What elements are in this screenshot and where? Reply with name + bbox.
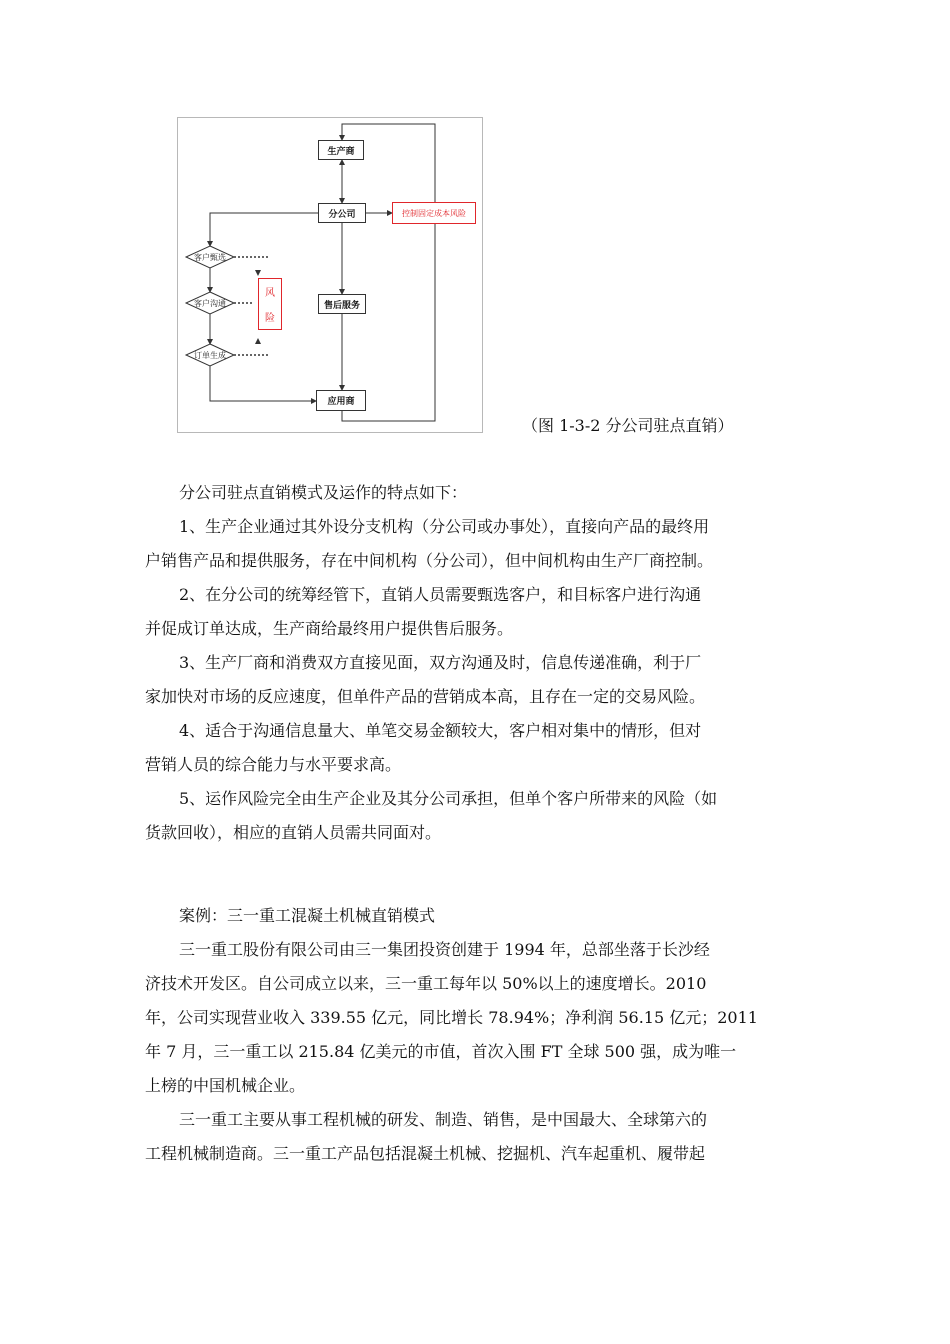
node-order-label: 订单生成: [194, 350, 226, 360]
paragraph-line: 三一重工主要从事工程机械的研发、制造、销售，是中国最大、全球第六的: [179, 1110, 708, 1129]
paragraph-line: 货款回收），相应的直销人员需共同面对。: [145, 823, 442, 842]
paragraph-line: 5、运作风险完全由生产企业及其分公司承担，但单个客户所带来的风险（如: [179, 789, 718, 808]
node-screen-label: 客户甄选: [194, 252, 226, 262]
paragraph-line: 3、生产厂商和消费双方直接见面，双方沟通及时，信息传递准确，利于厂: [179, 653, 702, 672]
node-after-sales: 售后服务: [318, 294, 366, 314]
case-heading: [145, 899, 807, 933]
node-user: 应用商: [316, 390, 366, 411]
paragraph-case-2: [145, 1103, 807, 1171]
node-communicate-label: 客户沟通: [194, 298, 226, 308]
node-branch: 分公司: [318, 203, 366, 223]
node-risk-control: 控制固定成本风险: [392, 202, 476, 224]
paragraph-line: 三一重工股份有限公司由三一集团投资创建于 1994 年，总部坐落于长沙经: [179, 940, 710, 959]
paragraph-line: 案例：三一重工混凝土机械直销模式: [179, 906, 436, 925]
paragraph-line: 2、在分公司的统筹经管下，直销人员需要甄选客户，和目标客户进行沟通: [179, 585, 702, 604]
paragraph-point-4: [145, 714, 807, 782]
paragraph-line: 年，公司实现营业收入 339.55 亿元，同比增长 78.94%；净利润 56.15 亿元；2011: [145, 1008, 758, 1027]
node-producer: 生产商: [318, 140, 364, 160]
flowchart-figure: [177, 117, 483, 433]
paragraph-line: 分公司驻点直销模式及运作的特点如下：: [179, 483, 468, 502]
paragraph-line: 并促成订单达成，生产商给最终用户提供售后服务。: [145, 619, 514, 638]
paragraph-line: 1、生产企业通过其外设分支机构（分公司或办事处），直接向产品的最终用: [179, 517, 710, 536]
paragraph-point-3: [145, 646, 807, 714]
node-risk: [258, 278, 282, 330]
paragraph-point-2: [145, 578, 807, 646]
paragraph-line: 济技术开发区。自公司成立以来，三一重工每年以 50%以上的速度增长。2010: [145, 974, 707, 993]
risk-char-1: 风: [265, 288, 275, 299]
paragraph-line: 营销人员的综合能力与水平要求高。: [145, 755, 402, 774]
paragraph-line: 4、适合于沟通信息量大、单笔交易金额较大，客户相对集中的情形，但对: [179, 721, 702, 740]
figure-caption: （图 1-3-2 分公司驻点直销）: [522, 416, 734, 435]
paragraph-line: 工程机械制造商。三一重工产品包括混凝土机械、挖掘机、汽车起重机、履带起: [145, 1144, 706, 1163]
paragraph-line: 年 7 月，三一重工以 215.84 亿美元的市值，首次入围 FT 全球 500 强，成为唯一: [145, 1042, 737, 1061]
paragraph-intro: [145, 476, 807, 510]
paragraph-case-1: [145, 933, 807, 1103]
paragraph-point-5: [145, 782, 807, 850]
risk-char-2: 险: [265, 313, 275, 324]
flowchart-connectors: [178, 118, 484, 434]
paragraph-point-1: [145, 510, 807, 578]
paragraph-line: 上榜的中国机械企业。: [145, 1076, 306, 1095]
paragraph-line: 户销售产品和提供服务，存在中间机构（分公司），但中间机构由生产厂商控制。: [145, 551, 714, 570]
paragraph-line: 家加快对市场的反应速度，但单件产品的营销成本高，且存在一定的交易风险。: [145, 687, 706, 706]
